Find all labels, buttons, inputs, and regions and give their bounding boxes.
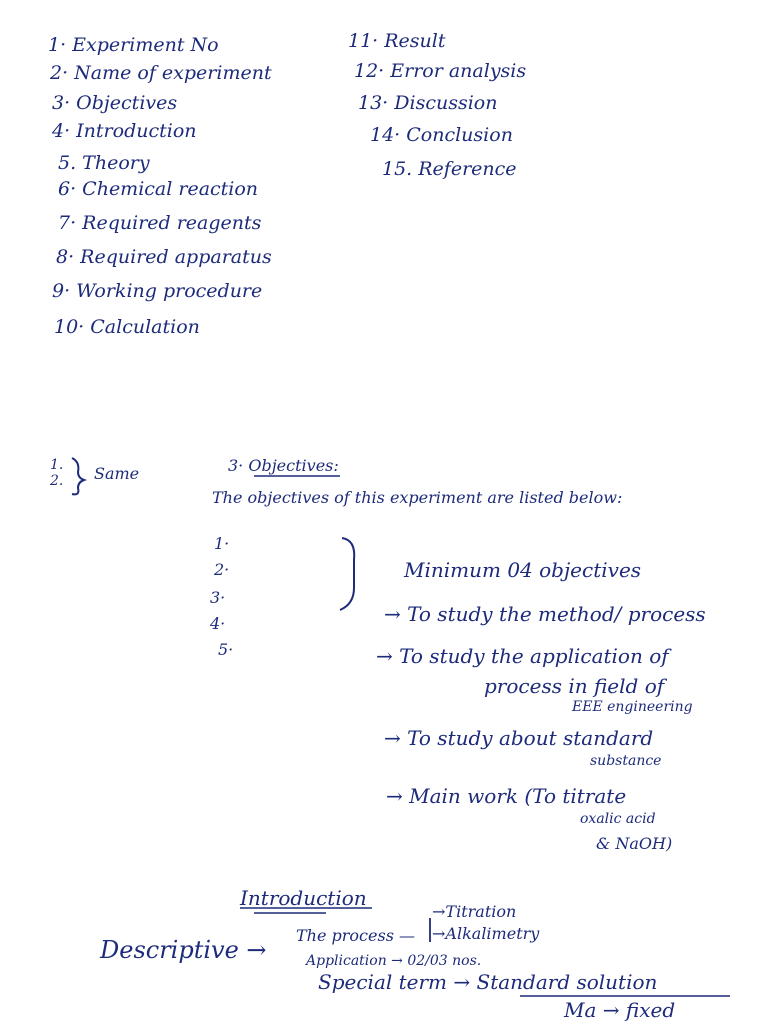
list-item: 5. Theory (58, 152, 150, 174)
same-item: 2. (50, 473, 64, 489)
special-term-line: Special term → Standard solution (318, 970, 658, 994)
objective-point: → Main work (To titrate (386, 784, 627, 808)
objective-number: 1· (214, 534, 230, 553)
objective-point: → To study the application of (376, 644, 669, 668)
objectives-intro: The objectives of this experiment are listed below: (212, 488, 623, 507)
list-item: 9· Working procedure (52, 280, 263, 302)
list-item: 10· Calculation (54, 316, 200, 338)
bottom-note: Ma → fixed (564, 998, 676, 1022)
list-item: 11· Result (348, 30, 446, 52)
objective-number: 2· (214, 560, 230, 579)
objective-point: → To study about standard (384, 726, 654, 750)
list-item: 1· Experiment No (48, 34, 219, 56)
same-brace (72, 458, 84, 494)
descriptive-label: Descriptive → (100, 936, 267, 964)
objective-point: substance (590, 753, 662, 769)
objectives-heading: 3· Objectives: (228, 456, 339, 475)
process-branch-item: →Alkalimetry (432, 924, 540, 943)
list-item: 15. Reference (382, 158, 517, 180)
list-item: 4· Introduction (52, 120, 197, 142)
objectives-brace (340, 538, 354, 610)
objective-point: process in field of (484, 674, 665, 698)
list-item: 6· Chemical reaction (58, 178, 259, 200)
same-item: 1. (50, 457, 64, 473)
introduction-heading: Introduction (240, 886, 367, 910)
process-label: The process — (296, 926, 415, 945)
same-text: Same (94, 464, 140, 483)
list-item: 12· Error analysis (354, 60, 527, 82)
list-item: 2· Name of experiment (50, 62, 272, 84)
process-branch-item: →Titration (432, 902, 517, 921)
objective-point: oxalic acid (580, 811, 656, 827)
objective-point: & NaOH) (596, 834, 673, 853)
application-line: Application → 02/03 nos. (306, 953, 482, 969)
list-item: 8· Required apparatus (56, 246, 272, 268)
list-item: 13· Discussion (358, 92, 498, 114)
list-item: 14· Conclusion (370, 124, 513, 146)
objective-number: 5· (218, 640, 234, 659)
objective-point: → To study the method/ process (384, 602, 706, 626)
objective-number: 4· (210, 614, 226, 633)
list-item: 7· Required reagents (58, 212, 262, 234)
objective-number: 3· (210, 588, 226, 607)
list-item: 3· Objectives (52, 92, 178, 114)
objectives-minimum: Minimum 04 objectives (404, 558, 642, 582)
objective-point: EEE engineering (572, 699, 693, 715)
